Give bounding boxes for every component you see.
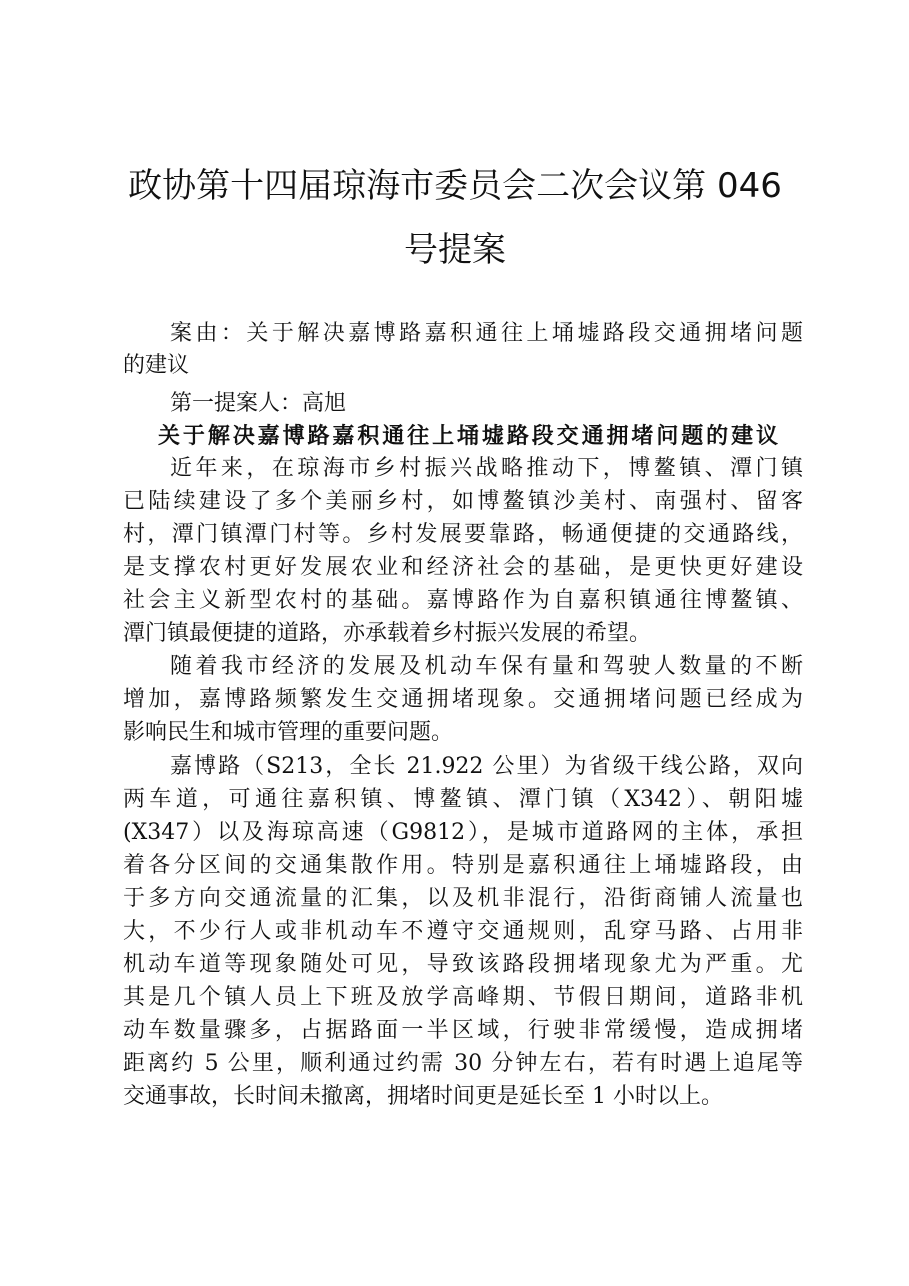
body-line: 嘉博路（S213，全长 21.922 公里）为省级干线公路，双向 (170, 754, 803, 779)
body-line: 距离约 5 公里，顺利通过约需 30 分钟左右，若有时遇上追尾等 (123, 1051, 803, 1076)
body-line: 机动车道等现象随处可见，导致该路段拥堵现象尤为严重。尤 (123, 952, 803, 977)
body-line: 大，不少行人或非机动车不遵守交通规则，乱穿马路、占用非 (123, 919, 803, 944)
body-line: 其是几个镇人员上下班及放学高峰期、节假日期间，道路非机 (123, 985, 803, 1010)
body-line: 影响民生和城市管理的重要问题。 (123, 720, 454, 745)
proposer-line: 第一提案人：高旭 (170, 391, 347, 416)
body-line: 近年来，在琼海市乡村振兴战略推动下，博鳌镇、潭门镇 (170, 456, 803, 481)
proposal-title-line-2: 号提案 (404, 230, 506, 270)
body-line: 潭门镇最便捷的道路，亦承载着乡村振兴发展的希望。 (123, 621, 652, 646)
proposal-heading: 关于解决嘉博路嘉积通往上埇墟路段交通拥堵问题的建议 (158, 423, 778, 449)
body-line: 着各分区间的交通集散作用。特别是嘉积通往上埇墟路段，由 (123, 853, 803, 878)
body-line: 社会主义新型农村的基础。嘉博路作为自嘉积镇通往博鳌镇、 (123, 588, 803, 613)
body-line: 已陆续建设了多个美丽乡村，如博鳌镇沙美村、南强村、留客 (123, 489, 803, 514)
body-line: 动车数量骤多，占据路面一半区域，行驶非常缓慢，造成拥堵 (123, 1018, 803, 1043)
body-line: 随着我市经济的发展及机动车保有量和驾驶人数量的不断 (170, 654, 803, 679)
reason-line-1: 案由：关于解决嘉博路嘉积通往上埇墟路段交通拥堵问题 (170, 321, 803, 346)
body-line: 增加，嘉博路频繁发生交通拥堵现象。交通拥堵问题已经成为 (123, 687, 803, 712)
body-line: (X347）以及海琼高速（G9812），是城市道路网的主体，承担 (123, 820, 803, 845)
body-line: 于多方向交通流量的汇集，以及机非混行，沿街商铺人流量也 (123, 886, 803, 911)
body-line: 两车道，可通往嘉积镇、博鳌镇、潭门镇（X342）、朝阳墟 (123, 787, 803, 812)
body-line: 是支撑农村更好发展农业和经济社会的基础，是更快更好建设 (123, 555, 803, 580)
body-line: 村，潭门镇潭门村等。乡村发展要靠路，畅通便捷的交通路线， (123, 522, 803, 547)
body-line: 交通事故，长时间未撤离，拥堵时间更是延长至 1 小时以上。 (123, 1084, 723, 1109)
proposal-title-line-1: 政协第十四届琼海市委员会二次会议第 046 (128, 166, 782, 206)
reason-line-2: 的建议 (123, 353, 190, 378)
